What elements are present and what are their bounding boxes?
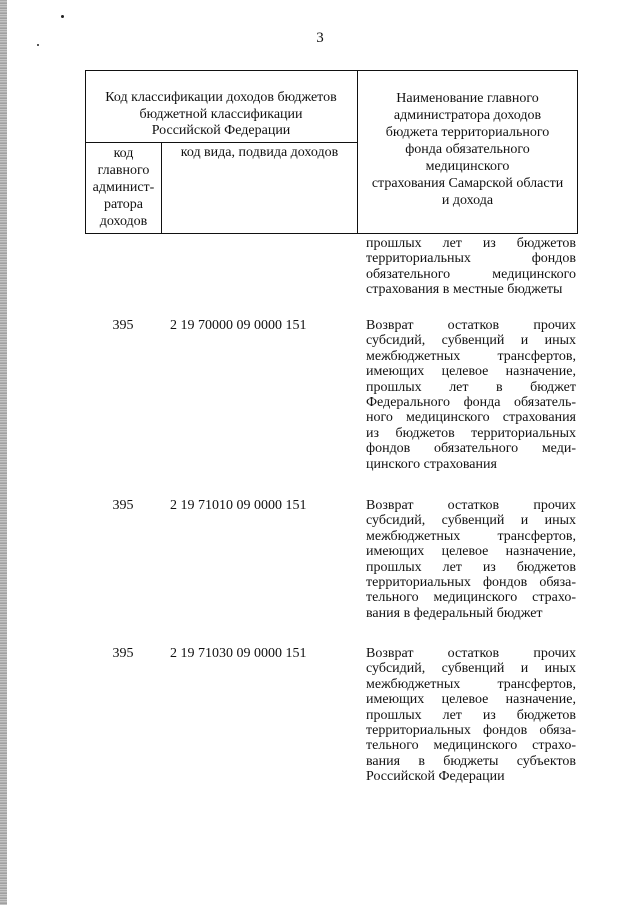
admin-code: 395 [112, 646, 134, 661]
header-bottom-border [85, 233, 578, 234]
revenue-code: 2 19 71030 09 0000 151 [170, 646, 307, 661]
header-name-column [358, 90, 577, 209]
page-number: 3 [316, 30, 324, 46]
revenue-code: 2 19 71010 09 0000 151 [170, 498, 307, 513]
scan-speck [61, 15, 64, 18]
header-right-border [577, 70, 578, 234]
header-text-line: администратора доходов [393, 108, 542, 123]
header-text-line: Код классификации доходов бюджетов [105, 90, 337, 105]
header-text-line: и дохода [441, 193, 494, 208]
description-line: тельного медицинского страхо- [366, 590, 576, 606]
description-line: Федерального фонда обязатель- [366, 395, 576, 411]
description-line: из бюджетов территориальных [366, 425, 576, 441]
header-text-line: Российской Федерации [151, 123, 291, 138]
description-line: межбюджетных трансфертов, [366, 676, 576, 692]
header-text-line: бюджетной классификации [139, 106, 303, 122]
header-text-line: фонда обязательного [405, 142, 530, 157]
description-line: межбюджетных трансфертов, [366, 348, 576, 364]
description-line: субсидий, субвенций и иных [366, 333, 576, 349]
header-text-line: ратора [104, 197, 143, 212]
header-text-line: доходов [99, 214, 148, 229]
header-text-line: код [113, 146, 134, 161]
header-revenue-code: код вида, подвида доходов [180, 145, 339, 160]
header-text-line: бюджета территориального [385, 125, 550, 140]
description-line: территориальных фондов обяза- [366, 575, 576, 591]
header-text-line: админист- [92, 180, 155, 195]
admin-code: 395 [112, 498, 134, 513]
description-line: прошлых лет в бюджет [366, 379, 576, 395]
admin-code: 395 [112, 318, 134, 333]
header-text-line: страхования Самарской области [371, 176, 564, 191]
description-line: имеющих целевое назначение, [366, 692, 576, 708]
header-text-line: Наименование главного [396, 91, 539, 106]
continued-description [366, 236, 576, 298]
description-line: обязательного медицинского [366, 266, 576, 282]
revenue-description [366, 318, 576, 472]
header-group-divider [85, 142, 357, 143]
description-line: ного медицинского страхования [366, 410, 576, 426]
description-line: Возврат остатков прочих [366, 318, 576, 333]
description-line: цинского страхования [366, 456, 497, 472]
header-text-line: главного [97, 163, 150, 178]
description-line: имеющих целевое назначение, [366, 544, 576, 560]
header-top-border [85, 70, 578, 71]
description-line: прошлых лет из бюджетов [366, 707, 576, 723]
revenue-code: 2 19 70000 09 0000 151 [170, 318, 307, 333]
scan-edge [0, 0, 7, 905]
description-line: прошлых лет из бюджетов [366, 236, 576, 251]
description-line: имеющих целевое назначение, [366, 364, 576, 380]
description-line: страхования в местные бюджеты [366, 282, 563, 298]
description-line: субсидий, субвенций и иных [366, 513, 576, 529]
header-group-title [86, 90, 356, 140]
header-admin-code [86, 145, 161, 230]
description-line: фондов обязательного меди- [366, 441, 576, 457]
revenue-description [366, 498, 576, 621]
revenue-description [366, 646, 576, 785]
description-line: Российской Федерации [366, 769, 505, 785]
description-line: субсидий, субвенций и иных [366, 661, 576, 677]
description-line: вания в бюджеты субъектов [366, 753, 576, 769]
description-line: Возврат остатков прочих [366, 498, 576, 513]
description-line: межбюджетных трансфертов, [366, 528, 576, 544]
description-line: тельного медицинского страхо- [366, 738, 576, 754]
description-line: территориальных фондов [366, 251, 576, 267]
description-line: Возврат остатков прочих [366, 646, 576, 661]
description-line: территориальных фондов обяза- [366, 723, 576, 739]
description-line: вания в федеральный бюджет [366, 605, 543, 621]
description-line: прошлых лет из бюджетов [366, 559, 576, 575]
header-text-line: медицинского [425, 159, 510, 174]
